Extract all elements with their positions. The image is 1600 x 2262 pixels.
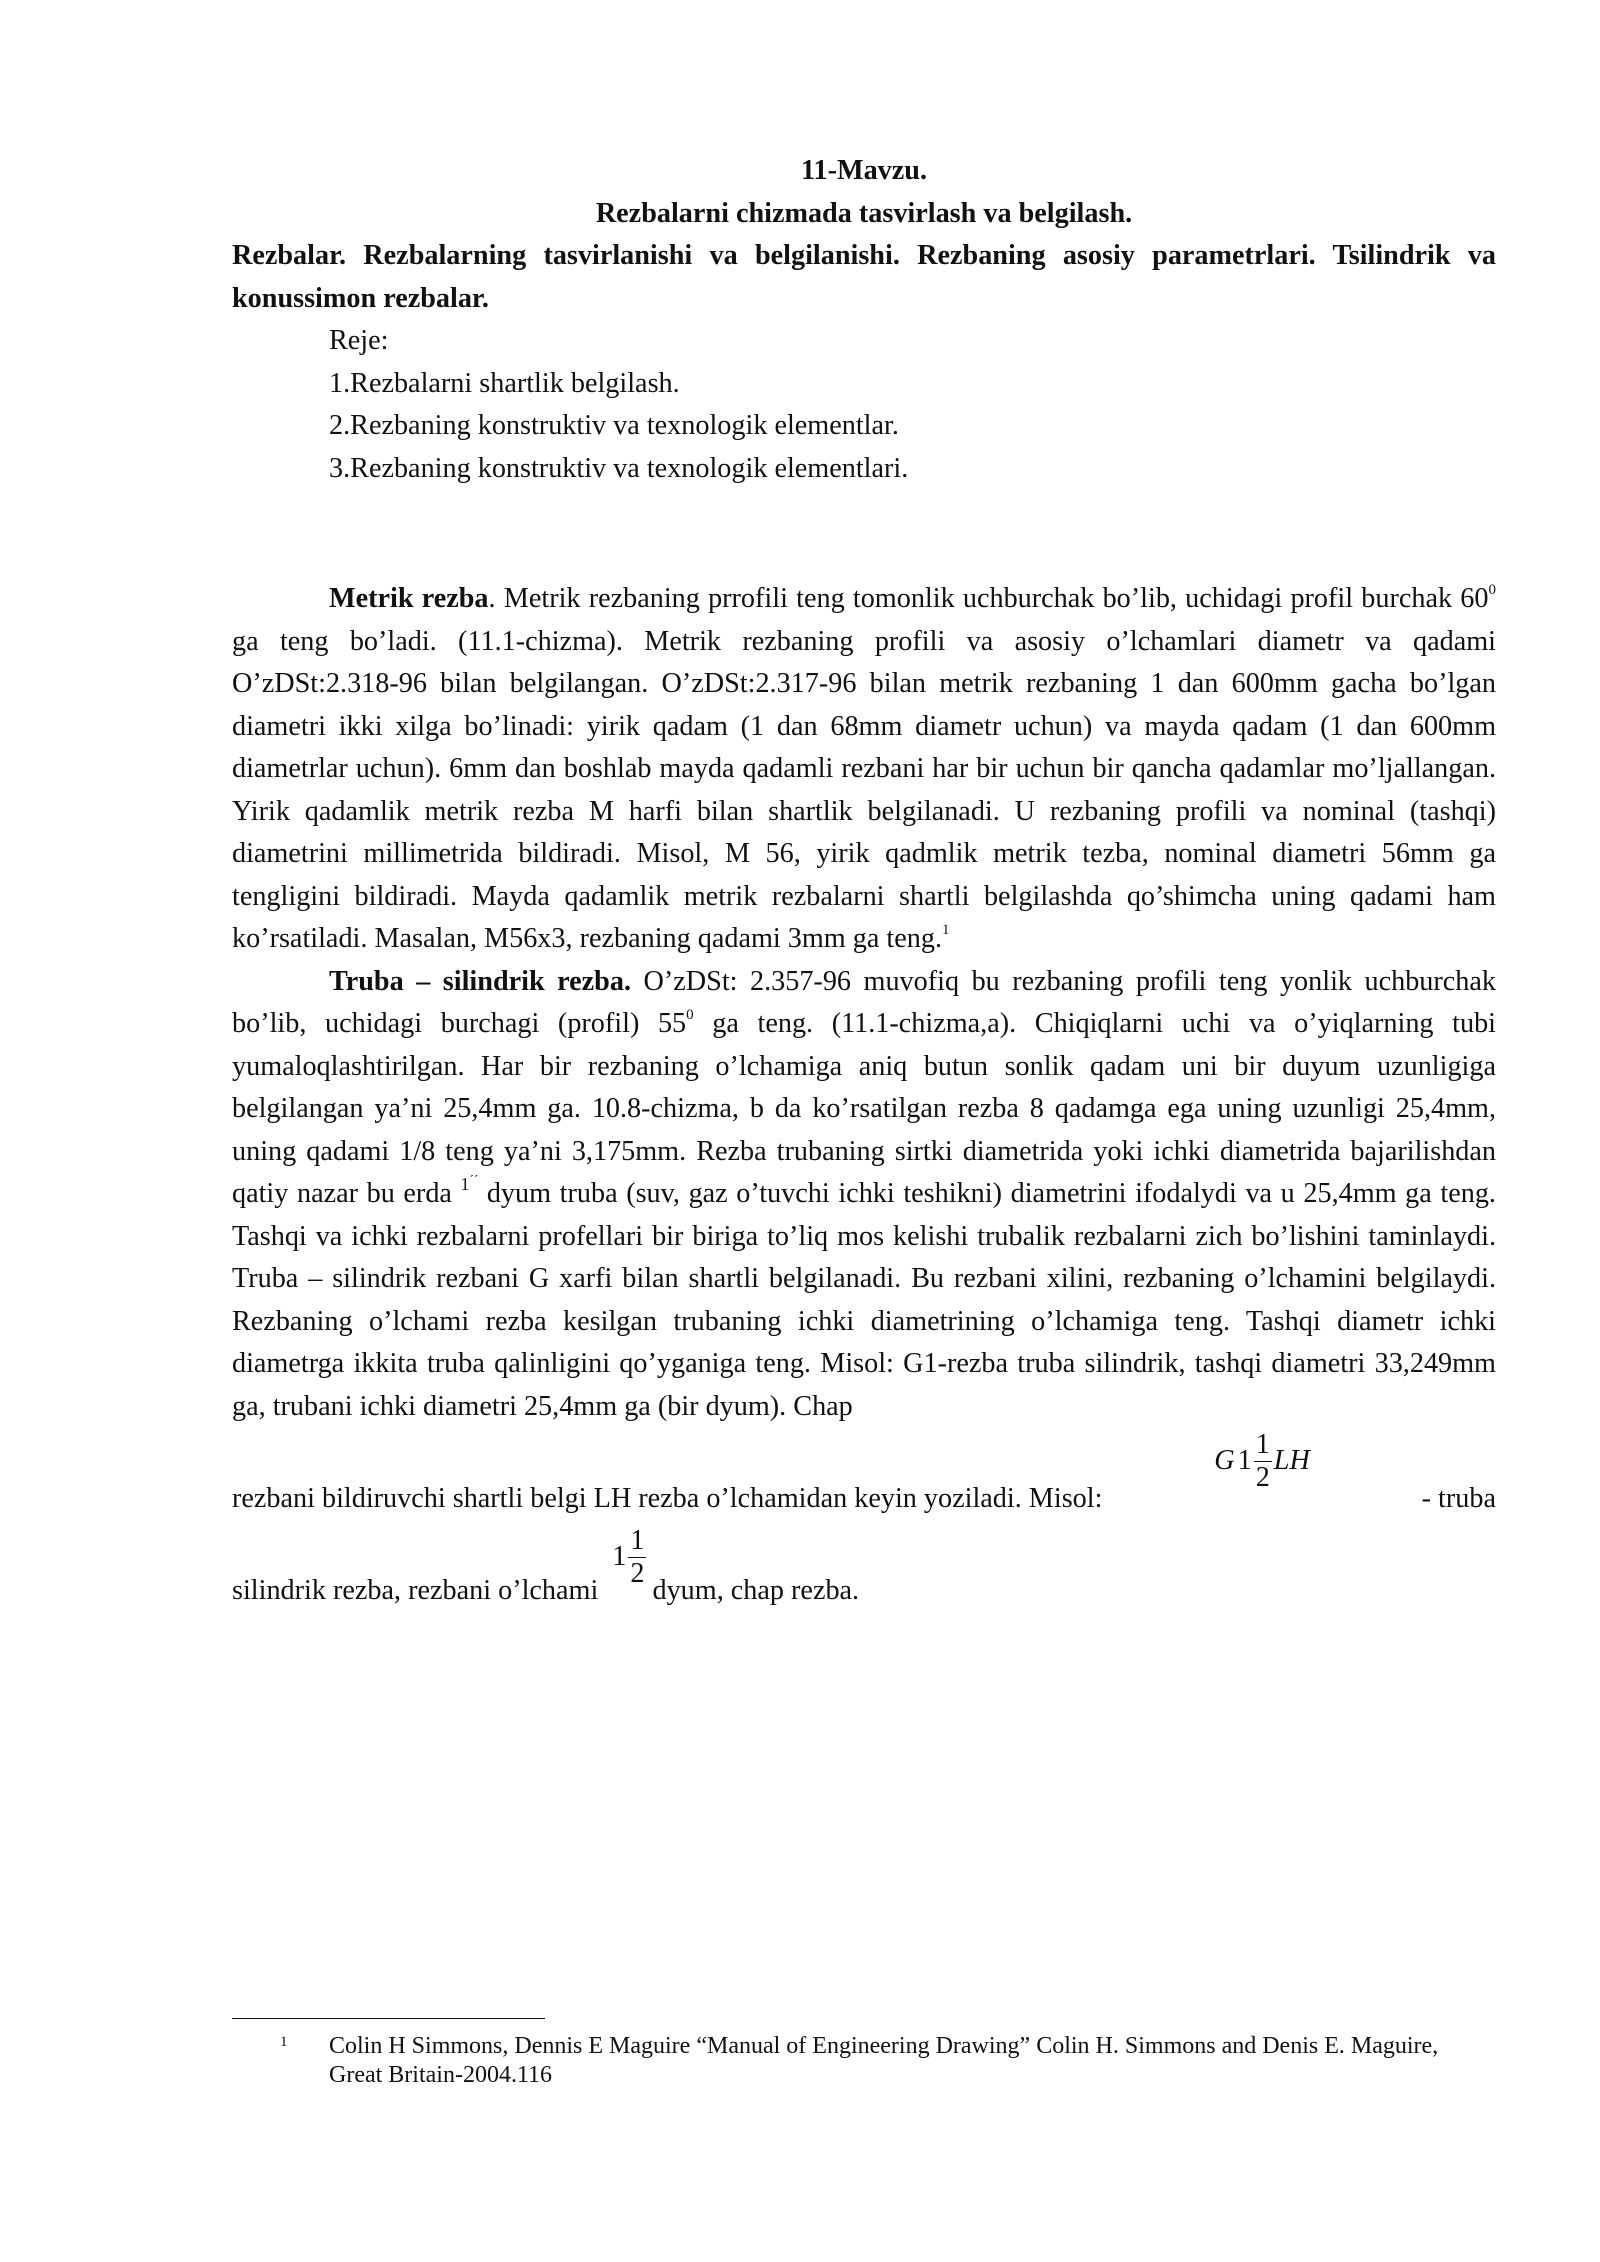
formula-whole: 1 (1237, 1445, 1252, 1477)
paragraph-text: . Metrik rezbaning prrofili teng tomonlik uchburchak bo’lib, uchidagi profil burchak 60 (488, 583, 1489, 614)
document-page (232, 150, 1496, 1612)
formula-fraction: $\frac{1}{2}$ (1255, 1429, 1270, 1493)
footnote-reference[interactable]: 1 (942, 921, 950, 938)
paragraph-text: dyum truba (suv, gaz o’tuvchi ichki teshikni) diametrini ifodalydi va u 25,4mm ga teng. Tashqi va ichki rezbalarni profellari bir biriga to’liq mos kelishi trubalik rezbalarni zich bo’lishini taminlaydi. Truba – silindrik rezbani G xarfi bilan shartli belgilanadi. Bu rezbani xilini, rezbaning o’lchamini belgilaydi. Rezbaning o’lchami rezba kesilgan trubaning ichki diametrining o’lchamiga teng. Tashqi diametr ichki diametrga ikkita truba qalinligini qo’yganiga teng. Misol: G1-rezba truba silindrik, tashqi diametri 33,249mm ga, trubani ichki diametri 25,4mm ga (bir dyum). Chap (232, 1178, 1496, 1422)
inch-symbol: 1´´ (460, 1171, 479, 1194)
formula-line-text: dyum, chap rezba. (652, 1574, 860, 1606)
paragraph-text: ga teng bo’ladi. (11.1-chizma). Metrik rezbaning profili va asosiy o’lchamlari diametr va qadami O’zDSt:2.318-96 bilan belgilangan. O’zDSt:2.317-96 bilan metrik rezbaning 1 dan 600mm gacha bo’lgan diametri ikki xilga bo’linadi: yirik qadam (1 dan 68mm diametr uchun) va mayda qadam (1 dan 600mm diametrlar uchun). 6mm dan boshlab mayda qadamli rezbani har bir uchun bir qancha qadamlar mo’ljallangan. Yirik qadamlik metrik rezba M harfi bilan shartlik belgilanadi. U rezbaning profili va nominal (tashqi) diametrini millimetrida bildiradi. Misol, M 56, yirik qadmlik metrik tezba, nominal diametri 56mm ga tengligini bildiradi. Mayda qadamlik metrik rezbalarni shartli belgilashda qo’shimcha uning qadami ham ko’rsatiladi. Masalan, M56x3, rezbaning qadami 3mm ga teng. (232, 625, 1496, 954)
paragraph-metric-thread (232, 578, 1496, 961)
paragraph-pipe-thread (232, 961, 1496, 1429)
topic-number: 11-Mavzu. (800, 155, 928, 186)
formula-line-text: silindrik rezba, rezbani o’lchami (232, 1574, 599, 1606)
plan-section (232, 320, 1496, 490)
plan-item-2: 2.Rezbaning konstruktiv va texnologik elementlar. (329, 410, 899, 441)
formula-g-one-half-lh (1214, 1429, 1310, 1494)
paragraph-text: ga teng. (11.1-chizma,a). Chiqiqlarni uchi va o’yiqlarning tubi yumaloqlashtirilgan. Har bir rezbaning o’lchamiga aniq butun sonlik qadam uni bir duyum uzunligiga belgilangan ya’ni 25,4mm ga. 10.8-chizma, b da ko’rsatilgan rezba 8 qadamga ega uning uzunligi 25,4mm, uning qadami 1/8 teng ya’ni 3,175mm. Rezba trubaning sirtki diametrida yoki ichki diametrida bajarilishdan qatiy nazar bu erda (232, 1008, 1497, 1209)
degree-superscript: 0 (686, 1006, 694, 1023)
formula-line-text: rezbani bildiruvchi shartli belgi LH rezba o’lchamidan keyin yoziladi. Misol: (232, 1482, 1103, 1514)
formula-one-half (612, 1525, 648, 1590)
formula-line-text: - truba (1421, 1482, 1496, 1514)
formula-fraction: $\frac{1}{2}$ (630, 1525, 645, 1589)
degree-superscript: 0 (1488, 581, 1496, 598)
section-spacer (232, 490, 1496, 578)
formula-line-2 (232, 1520, 1496, 1612)
plan-item-1: 1.Rezbalarni shartlik belgilash. (329, 367, 680, 399)
formula-prefix: G (1214, 1445, 1235, 1477)
paragraph-heading-pipe: Truba – silindrik rezba. (329, 965, 632, 997)
footnote-mark: 1 (280, 2034, 288, 2050)
paragraph-text: O’zDSt: 2.357-96 muvofiq bu rezbaning profili teng yonlik uchburchak bo’lib, uchidagi burchagi (profil) 55 (232, 965, 1496, 1039)
formula-line-1 (232, 1428, 1496, 1520)
page-title: Rezbalarni chizmada tasvirlash va belgilash. (595, 197, 1133, 229)
footnote (232, 2032, 1496, 2090)
plan-item-3: 3.Rezbaning konstruktiv va texnologik elementlari. (329, 452, 909, 484)
page-subtitle: Rezbalar. Rezbalarning tasvirlanishi va belgilanishi. Rezbaning asosiy parametrlari. Tsilindrik va konussimon rezbalar. (232, 240, 1496, 314)
formula-suffix: LH (1273, 1445, 1310, 1477)
plan-label: Reje: (329, 325, 389, 356)
paragraph-heading-metric: Metrik rezba (329, 583, 489, 614)
footnote-separator (232, 2018, 545, 2019)
formula-whole: 1 (612, 1541, 627, 1573)
footnote-text: Colin H Simmons, Dennis E Maguire “Manual of Engineering Drawing” Colin H. Simmons and Denis E. Maguire, Great Britain-2004.116 (329, 2033, 1439, 2088)
